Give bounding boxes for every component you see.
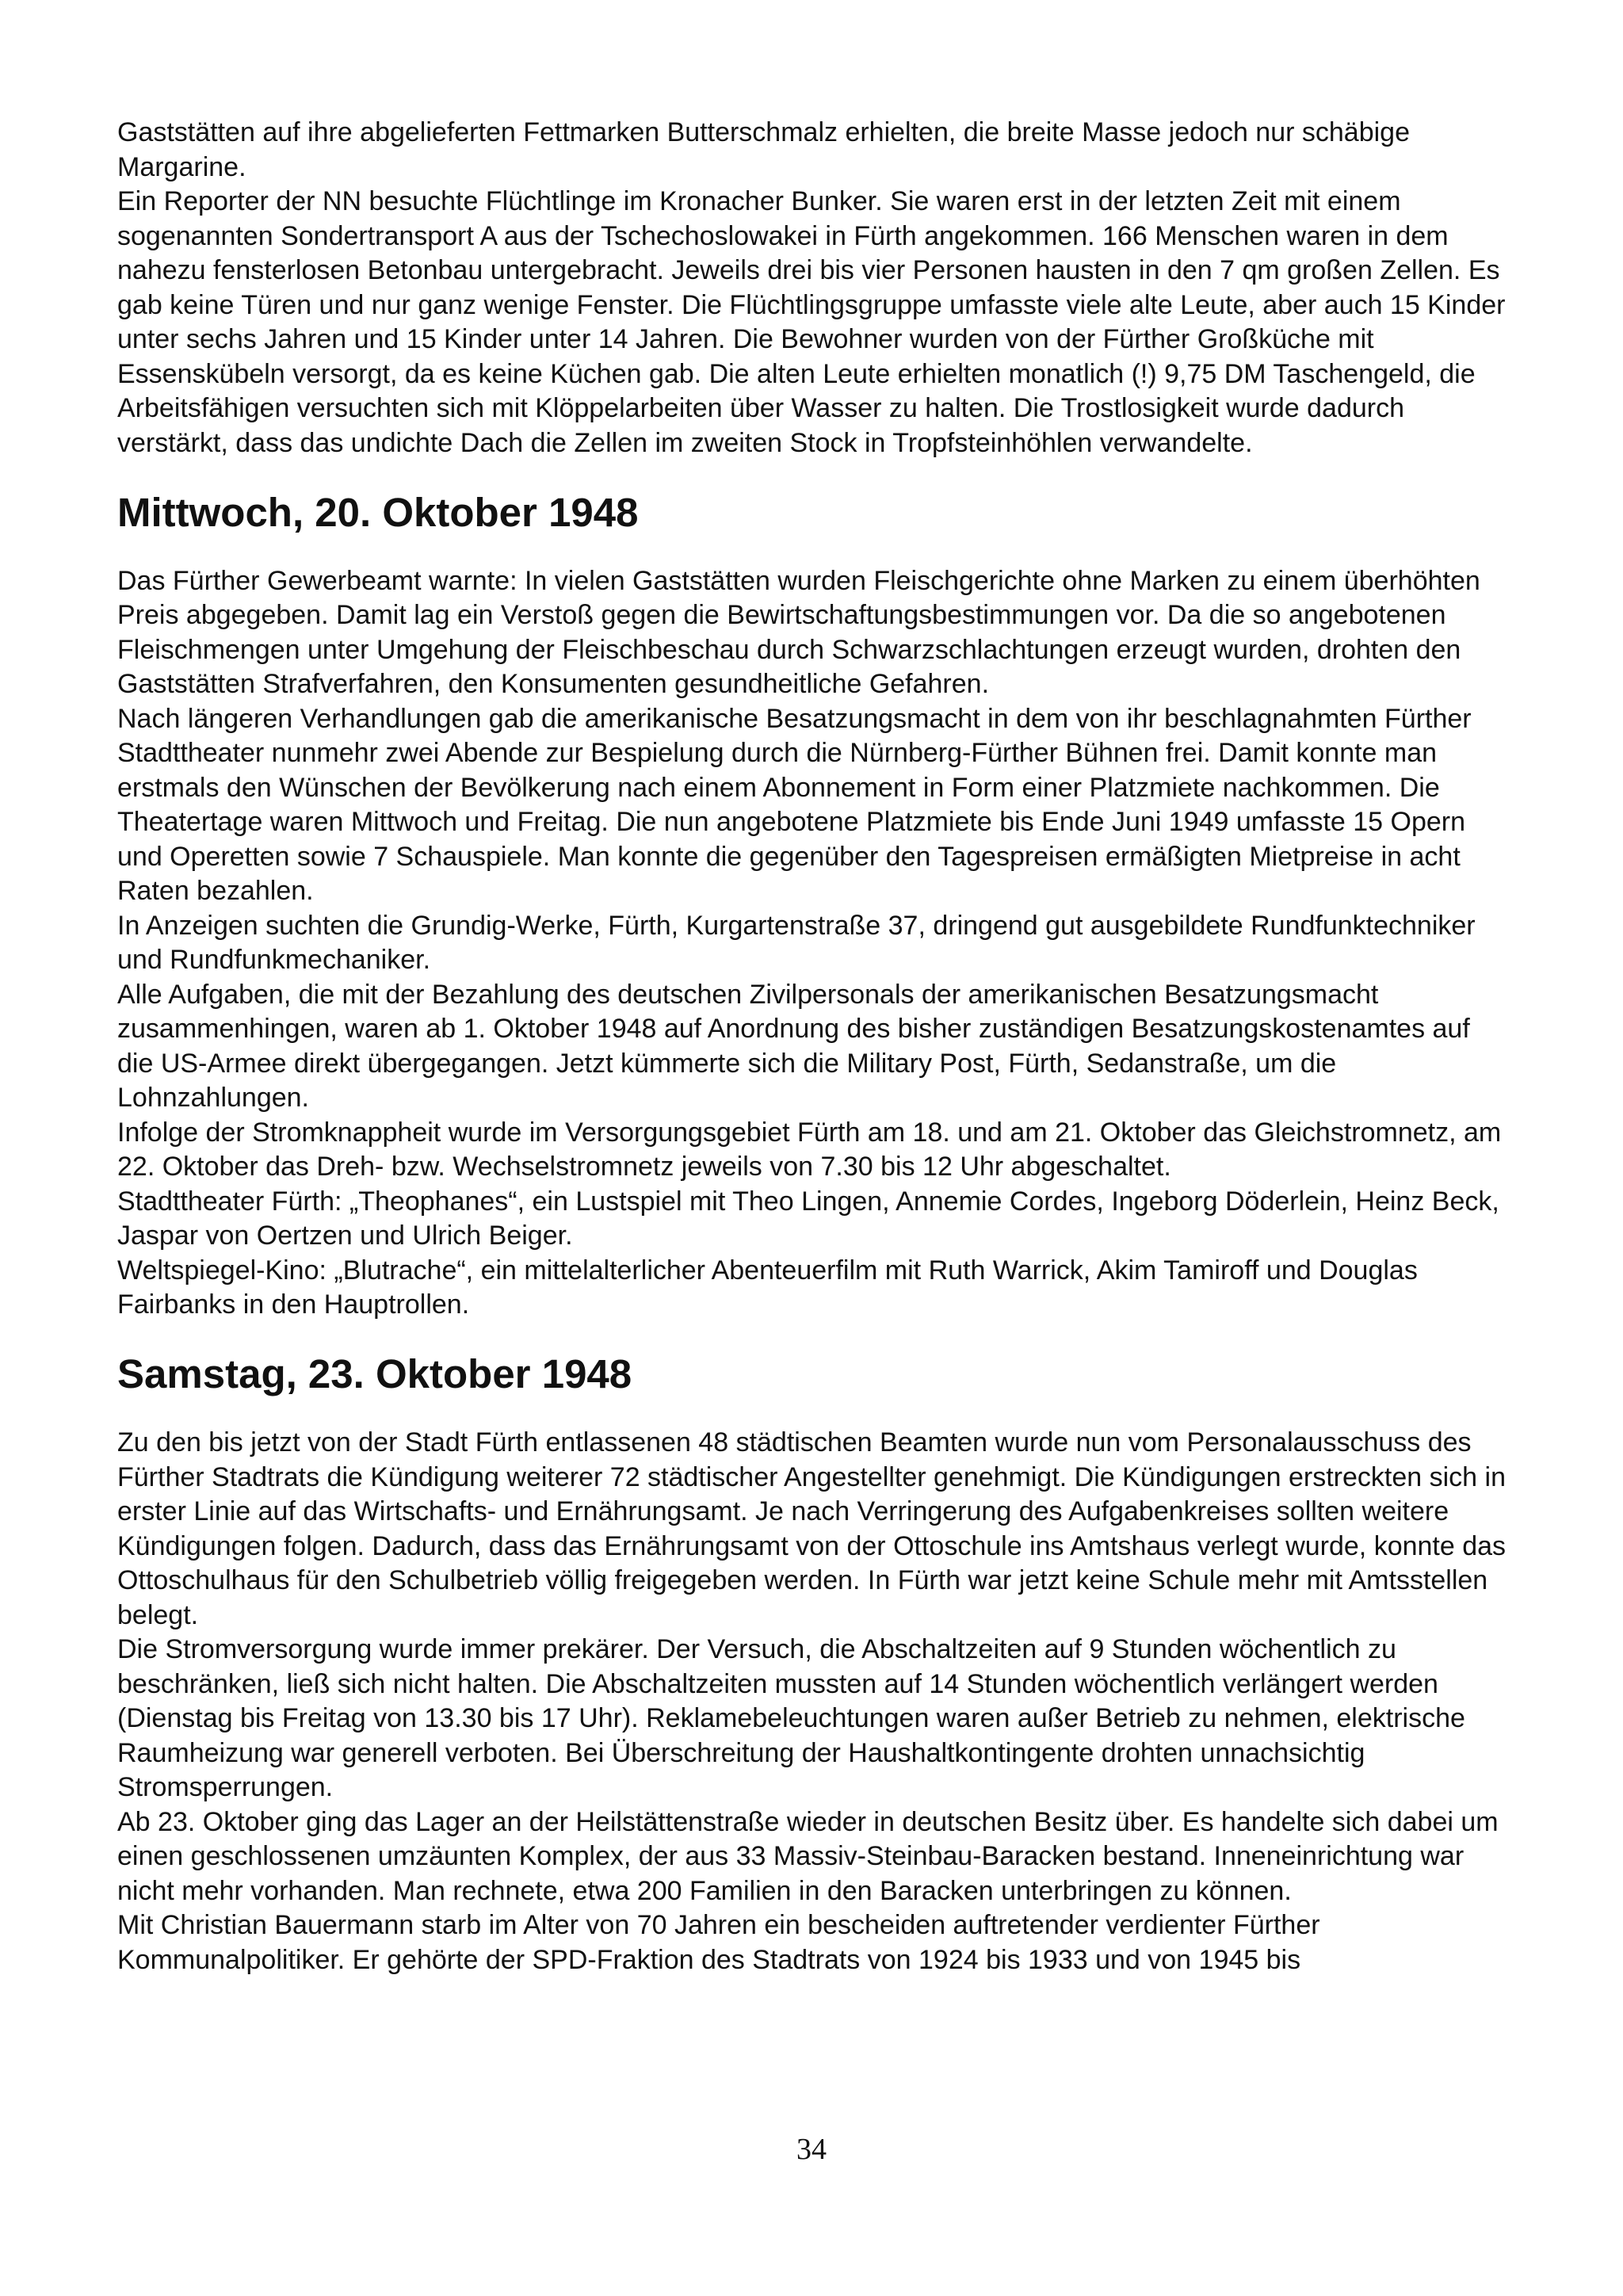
page-number: 34 [796,2133,827,2166]
section-spacer [117,529,1512,564]
paragraph-christian-bauermann: Mit Christian Bauermann starb im Alter von 70 Jahren ein bescheiden auftretender verdienter Fürther Kommunalpolitiker. Er gehörte der SPD-Fraktion des Stadtrats von 1924 bis 1933 und von 1945 bis [117,1910,1320,1975]
paragraph-zivilpersonal: Alle Aufgaben, die mit der Bezahlung des deutschen Zivilpersonals der amerikanischen Besatzungsmacht zusammenhingen, waren ab 1. Oktober 1948 auf Anordnung des bisher zuständigen Besatzungskostenamtes auf die US-Armee direkt übergegangen. Jetzt kümmerte sich die Military Post, Fürth, Sedanstraße, um die Lohnzahlungen. [117,979,1470,1113]
paragraph-gewerbeamt: Das Fürther Gewerbeamt warnte: In vielen Gaststätten wurden Fleischgerichte ohne Marken zu einem überhöhten Preis abgegeben. Damit lag ein Verstoß gegen die Bewirtschaftungsbestimmungen vor. Da die so angebotenen Fleischmengen unter Umgehung der Fleischbeschau durch Schwarzschlachtungen erzeugt wurden, drohten den Gaststätten Strafverfahren, den Konsumenten gesundheitliche Gefahren. [117,565,1480,699]
paragraph-lager-heilstaettenstrasse: Ab 23. Oktober ging das Lager an der Heilstättenstraße wieder in deutschen Besitz über. Es handelte sich dabei um einen geschlossenen umzäunten Komplex, der aus 33 Massiv-Steinbau-Baracken bestand. Inneneinrichtung war nicht mehr vorhanden. Man rechnete, etwa 200 Familien in den Baracken unterbringen zu können. [117,1806,1499,1906]
paragraph-theophanes: Stadttheater Fürth: „Theophanes“, ein Lustspiel mit Theo Lingen, Annemie Cordes, Ingeborg Döderlein, Heinz Beck, Jaspar von Oertzen und Ulrich Beiger. [117,1186,1499,1251]
paragraph-stadttheater-platzmiete: Nach längeren Verhandlungen gab die amerikanische Besatzungsmacht in dem von ihr beschlagnahmten Fürther Stadttheater nunmehr zwei Abende zur Bespielung durch die Nürnberg-Fürther Bühnen frei. Damit konnte man erstmals den Wünschen der Bevölkerung nach einem Abonnement in Form einer Platzmiete nachkommen. Die Theatertage waren Mittwoch und Freitag. Die nun angebotene Platzmiete bis Ende Juni 1949 umfasste 15 Opern und Operetten sowie 7 Schauspiele. Man konnte die gegenüber den Tagespreisen ermäßigten Mietpreise in acht Raten bezahlen. [117,703,1472,906]
date-heading-samstag: Samstag, 23. Oktober 1948 [117,1351,632,1396]
section-spacer [117,1392,1512,1427]
paragraph-intro-kronacher-bunker: Ein Reporter der NN besuchte Flüchtlinge im Kronacher Bunker. Sie waren erst in der letzten Zeit mit einem sogenannten Sondertransport A aus der Tschechoslowakei in Fürth angekommen. 166 Menschen waren in dem nahezu fensterlosen Betonbau untergebracht. Jeweils drei bis vier Personen hausten in den 7 qm großen Zellen. Es gab keine Türen und nur ganz wenige Fenster. Die Flüchtlingsgruppe umfasste viele alte Leute, aber auch 15 Kinder unter sechs Jahren und 15 Kinder unter 14 Jahren. Die Bewohner wurden von der Fürther Großküche mit Essenskübeln versorgt, da es keine Küchen gab. Die alten Leute erhielten monatlich (!) 9,75 DM Taschengeld, die Arbeitsfähigen versuchten sich mit Klöppelarbeiten über Wasser zu halten. Die Trostlosigkeit wurde dadurch verstärkt, dass das undichte Dach die Zellen im zweiten Stock in Tropfsteinhöhlen verwandelte. [117,186,1506,458]
paragraph-kuendigungen: Zu den bis jetzt von der Stadt Fürth entlassenen 48 städtischen Beamten wurde nun vom Personalausschuss des Fürther Stadtrats die Kündigung weiterer 72 städtischer Angestellter genehmigt. Die Kündigungen erstreckten sich in erster Linie auf das Wirtschafts- und Ernährungsamt. Je nach Verringerung des Aufgabenkreises sollten weitere Kündigungen folgen. Dadurch, dass das Ernährungsamt von der Ottoschule ins Amtshaus verlegt wurde, konnte das Ottoschulhaus für den Schulbetrieb völlig freigegeben werden. In Fürth war jetzt keine Schule mehr mit Amtsstellen belegt. [117,1427,1507,1630]
date-heading-mittwoch: Mittwoch, 20. Oktober 1948 [117,489,639,535]
document-page [117,116,1512,1977]
paragraph-grundig-werke: In Anzeigen suchten die Grundig-Werke, Fürth, Kurgartenstraße 37, dringend gut ausgebildete Rundfunktechniker und Rundfunkmechaniker. [117,910,1476,975]
paragraph-stromknappheit: Infolge der Stromknappheit wurde im Versorgungsgebiet Fürth am 18. und am 21. Oktober das Gleichstromnetz, am 22. Oktober das Dreh- bzw. Wechselstromnetz jeweils von 7.30 bis 12 Uhr abgeschaltet. [117,1117,1502,1182]
paragraph-intro-fettmarken: Gaststätten auf ihre abgelieferten Fettmarken Butterschmalz erhielten, die breite Masse jedoch nur schäbige Margarine. [117,117,1410,182]
paragraph-stromversorgung: Die Stromversorgung wurde immer prekärer. Der Versuch, die Abschaltzeiten auf 9 Stunden wöchentlich zu beschränken, ließ sich nicht halten. Die Abschaltzeiten mussten auf 14 Stunden wöchentlich verlängert werden (Dienstag bis Freitag von 13.30 bis 17 Uhr). Reklamebeleuchtungen waren außer Betrieb zu nehmen, elektrische Raumheizung war generell verboten. Bei Überschreitung der Haushaltkontingente drohten unnachsichtig Stromsperrungen. [117,1634,1465,1802]
paragraph-blutrache: Weltspiegel-Kino: „Blutrache“, ein mittelalterlicher Abenteuerfilm mit Ruth Warrick, Akim Tamiroff und Douglas Fairbanks in den Hauptrollen. [117,1255,1418,1320]
